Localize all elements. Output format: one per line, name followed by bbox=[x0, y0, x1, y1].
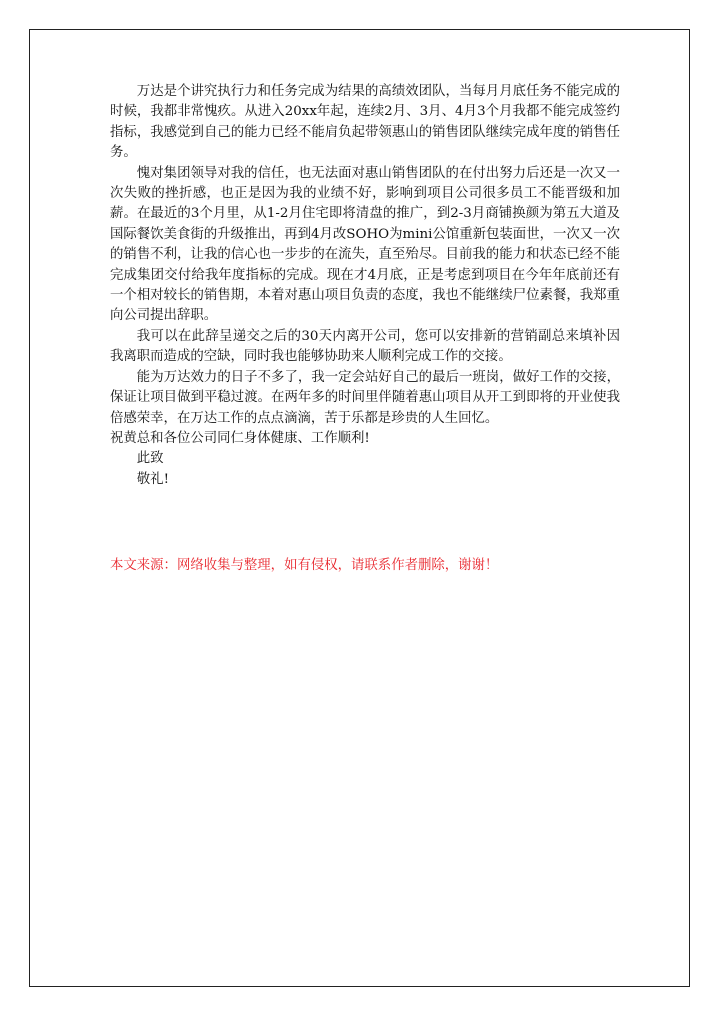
closing-regards: 敬礼! bbox=[136, 471, 169, 487]
paragraph-handover: 能为万达效力的日子不多了，我一定会站好自己的最后一班岗，做好工作的交接，保证让项目做到平稳过渡。在两年多的时间里伴随着惠山项目从开工到即将的开业使我倍感荣幸，在万达工作的点点滴滴，苦于乐都是珍贵的人生回忆。 bbox=[110, 369, 620, 426]
paragraph-reasons: 愧对集团领导对我的信任，也无法面对惠山销售团队的在付出努力后还是一次又一次失败的挫折感，也正是因为我的业绩不好，影响到项目公司很多员工不能晋级和加薪。在最近的3个月里，从1-2月住宅即将清盘的推广，到2-3月商铺换颜为第五大道及国际餐饮美食街的升级推出，再到4月改SOHO为mini公馆重新包装面世，一次又一次的销售不利，让我的信心也一步步的在流失，直至殆尽。目前我的能力和状态已经不能完成集团交付给我年度指标的完成。现在才4月底，正是考虑到项目在今年年底前还有一个相对较长的销售期，本着对惠山项目负责的态度，我也不能继续尸位素餐，我郑重向公司提出辞职。 bbox=[110, 165, 620, 324]
paragraph-performance: 万达是个讲究执行力和任务完成为结果的高绩效团队，当每月月底任务不能完成的时候，我都非常愧疚。从进入20xx年起，连续2月、3月、4月3个月我都不能完成签约指标，我感觉到自己的能力已经不能肩负起带领惠山的销售团队继续完成年度的销售任务。 bbox=[110, 84, 620, 161]
paragraph-wishes: 祝黄总和各位公司同仁身体健康、工作顺利! bbox=[110, 430, 370, 446]
paragraph-notice: 我可以在此辞呈递交之后的30天内离开公司，您可以安排新的营销副总来填补因我离职而造成的空缺，同时我也能够协助来人顺利完成工作的交接。 bbox=[110, 328, 620, 365]
source-disclaimer: 本文来源：网络收集与整理，如有侵权，请联系作者删除，谢谢！ bbox=[110, 558, 499, 573]
letter-body bbox=[110, 82, 620, 490]
closing-salutation: 此致 bbox=[136, 451, 164, 467]
